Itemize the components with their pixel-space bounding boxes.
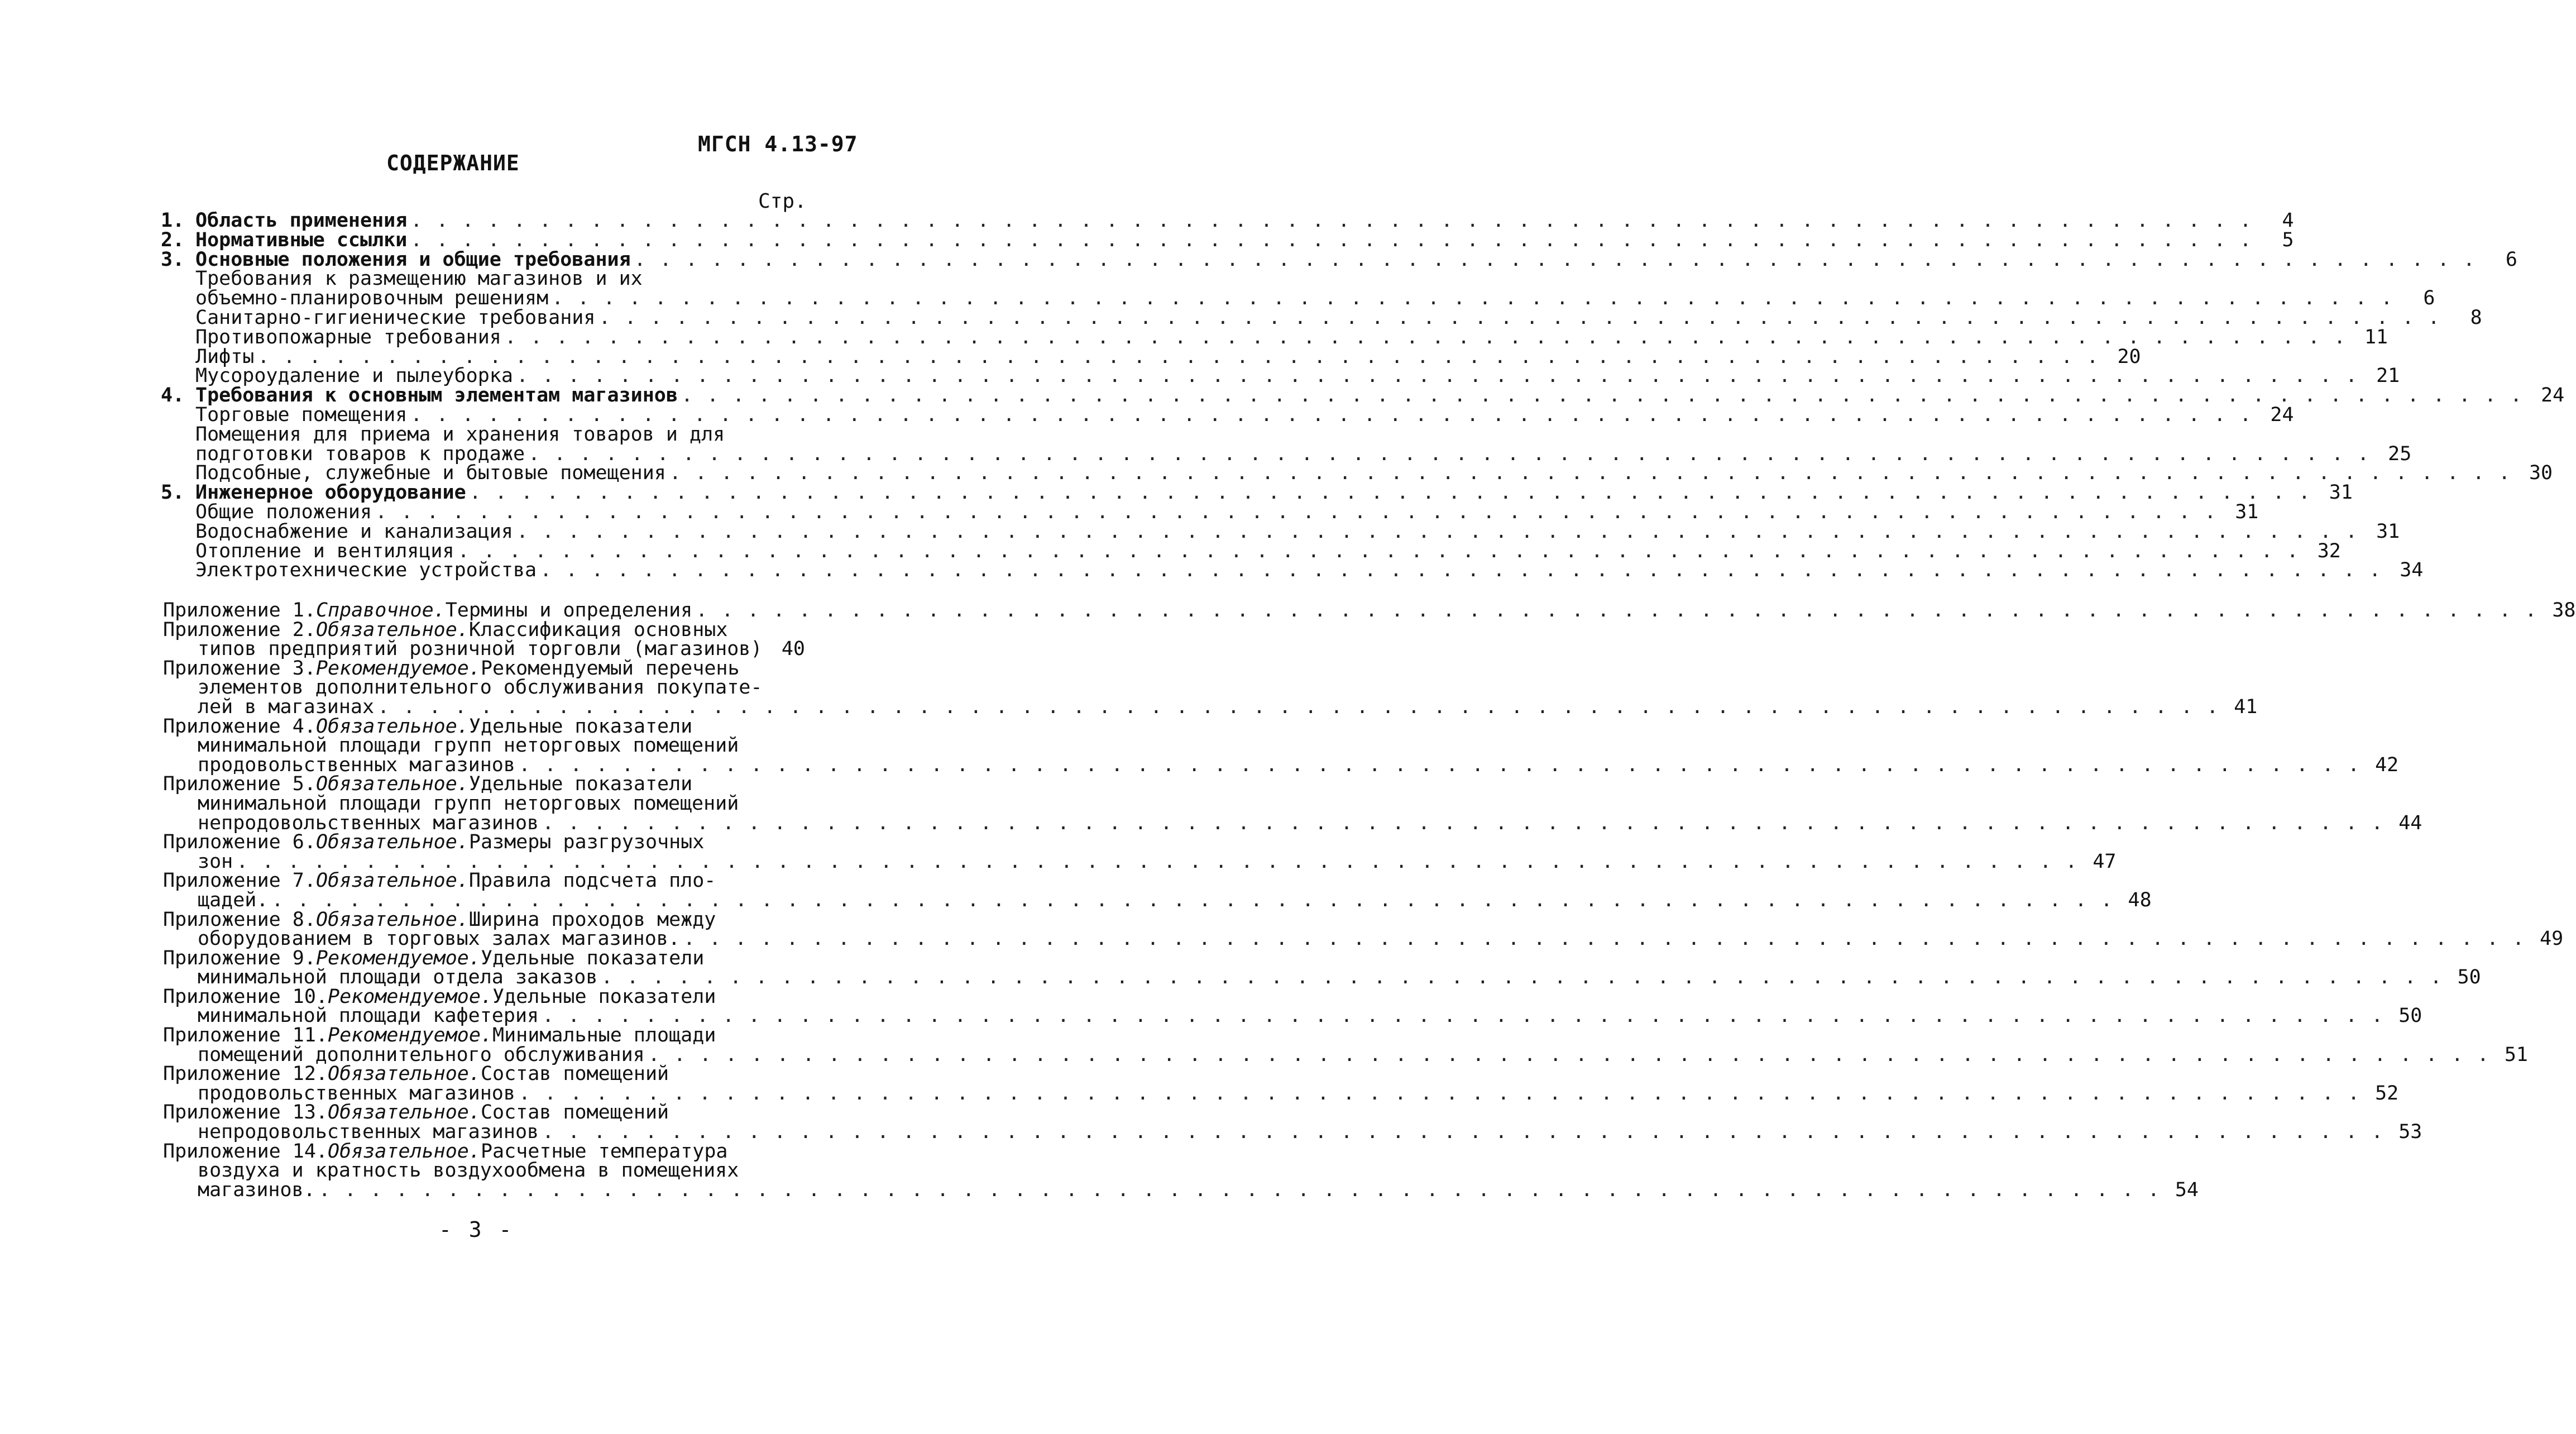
appendix-title: воздуха и кратность воздухообмена в помещениях xyxy=(198,1159,739,1182)
dot-leader: . . . . . . . . . . . . . . . . . . . . . . . . . . . . . . . . . . . . . . . . . . . . . . . . . . . . . . . . . . . . . . . . . . . . . . . . xyxy=(552,287,2394,310)
appendix-line xyxy=(163,966,2481,989)
toc-page-number: 24 xyxy=(2541,384,2565,407)
toc-page-number: 5 xyxy=(2282,228,2294,251)
dot-leader: . . . . . . . . . . . . . . . . . . . . . . . . . . . . . . . . . . . . . . . . . . . . . . . . . . . . . . . . . . . . . . . . . . . . . . . . xyxy=(528,442,2371,465)
dot-leader: . . . . . . . . . . . . . . . . . . . . . . . . . . . . . . . . . . . . . . . . . . . . . . . . . . . . . . . . . . . . . . . . . . . . . . . . xyxy=(377,695,2220,718)
appendix-title: минимальной площади групп неторговых помещений xyxy=(198,734,739,757)
toc-page-number: 30 xyxy=(2529,462,2553,485)
appendix-page-number: 41 xyxy=(2234,695,2258,718)
appendix-title: минимальной площади отдела заказов xyxy=(198,966,598,989)
toc-page-number: 8 xyxy=(2470,306,2482,329)
appendix-title: лей в магазинах xyxy=(198,695,375,718)
dot-leader: . . . . . . . . . . . . . . . . . . . . . . . . . . . . . . . . . . . . . . . . . . . . . . . . . . . . . . . . . . . . . . . . . . . . . . . . xyxy=(696,599,2538,622)
appendix-page-number: 54 xyxy=(2175,1178,2199,1201)
appendix-title: оборудованием в торговых залах магазинов. xyxy=(198,928,680,950)
appendix-title: Термины и определения xyxy=(445,599,693,622)
appendix-title: минимальной площади групп неторговых помещений xyxy=(198,792,739,815)
appendix-status: Рекомендуемое. xyxy=(328,1024,493,1047)
appendix-line xyxy=(163,678,805,697)
appendix-label: Приложение 6. xyxy=(163,831,316,854)
appendix-title: Классификация основных xyxy=(468,618,728,641)
appendix-status: Обязательное. xyxy=(315,908,469,931)
toc-section-title: Нормативные ссылки xyxy=(195,228,408,251)
appendix-status: Обязательное. xyxy=(315,869,469,892)
toc-section-title: Лифты xyxy=(195,345,255,368)
appendix-entry xyxy=(163,620,805,659)
appendix-list xyxy=(163,599,2576,1201)
appendix-title: Удельные показатели xyxy=(480,947,705,969)
dot-leader: . . . . . . . . . . . . . . . . . . . . . . . . . . . . . . . . . . . . . . . . . . . . . . . . . . . . . . . . . . . . . . . . . . . . . . . . xyxy=(634,248,2476,271)
appendix-page-number: 38 xyxy=(2552,599,2576,622)
appendix-line xyxy=(163,599,2576,622)
toc-page-number: 34 xyxy=(2400,559,2424,582)
toc-row xyxy=(161,384,2565,407)
appendix-title: Удельные показатели xyxy=(468,773,693,796)
appendix-status: Обязательное. xyxy=(315,773,469,796)
appendix-title: непродовольственных магазинов xyxy=(198,811,539,834)
appendix-label: Приложение 12. xyxy=(163,1063,328,1086)
toc-page-number: 6 xyxy=(2505,248,2517,271)
appendix-title: Расчетные температура xyxy=(480,1140,728,1163)
toc-page-number: 31 xyxy=(2376,520,2400,543)
toc-row xyxy=(161,520,2400,543)
toc-page-number: 32 xyxy=(2317,539,2341,562)
toc-row xyxy=(161,287,2435,310)
dot-leader: . . . . . . . . . . . . . . . . . . . . . . . . . . . . . . . . . . . . . . . . . . . . . . . . . . . . . . . . . . . . . . . . . . . . . . . . xyxy=(318,1178,2161,1201)
appendix-title: минимальной площади кафетерия xyxy=(198,1005,539,1027)
appendix-title: Размеры разгрузочных xyxy=(468,831,705,854)
appendix-entry xyxy=(163,1101,2422,1144)
toc-section-title: Торговые помещения xyxy=(195,403,408,426)
appendix-page-number: 52 xyxy=(2375,1082,2399,1105)
toc-section-title: Электротехнические устройства xyxy=(195,559,537,582)
toc-section-title: Противопожарные требования xyxy=(195,326,501,348)
appendix-line xyxy=(163,775,805,794)
toc-section-title: Подсобные, служебные и бытовые помещения xyxy=(195,462,666,485)
appendix-label: Приложение 13. xyxy=(163,1101,328,1124)
appendix-status: Рекомендуемое. xyxy=(315,657,481,680)
appendix-title: Удельные показатели xyxy=(468,715,693,738)
page-title: СОДЕРЖАНИЕ xyxy=(386,151,520,175)
appendix-status: Рекомендуемое. xyxy=(315,947,481,969)
toc-section-title: Требования к размещению магазинов и их xyxy=(195,267,643,290)
appendix-line xyxy=(163,1064,805,1084)
table-of-contents xyxy=(161,209,2565,605)
toc-row xyxy=(161,248,2517,271)
toc-row xyxy=(161,269,797,289)
dot-leader: . . . . . . . . . . . . . . . . . . . . . . . . . . . . . . . . . . . . . . . . . . . . . . . . . . . . . . . . . . . . . . . . . . . . . . . . xyxy=(410,403,2253,426)
appendix-page-number: 42 xyxy=(2375,753,2399,776)
dot-leader: . . . . . . . . . . . . . . . . . . . . . . . . . . . . . . . . . . . . . . . . . . . . . . . . . . . . . . . . . . . . . . . . . . . . . . . . xyxy=(542,811,2385,834)
appendix-page-number: 48 xyxy=(2128,888,2152,911)
appendix-page-number: 47 xyxy=(2093,850,2117,873)
appendix-line xyxy=(163,639,805,659)
dot-leader: . . . . . . . . . . . . . . . . . . . . . . . . . . . . . . . . . . . . . . . . . . . . . . . . . . . . . . . . . . . . . . . . . . . . . . . . xyxy=(410,209,2253,232)
dot-leader: . . . . . . . . . . . . . . . . . . . . . . . . . . . . . . . . . . . . . . . . . . . . . . . . . . . . . . . . . . . . . . . . . . . . . . . . xyxy=(504,326,2347,348)
dot-leader: . . . . . . . . . . . . . . . . . . . . . . . . . . . . . . . . . . . . . . . . . . . . . . . . . . . . . . . . . . . . . . . . . . . . . . . . xyxy=(516,365,2359,388)
appendix-line xyxy=(163,850,2117,873)
appendix-page-number: 51 xyxy=(2504,1043,2528,1066)
page-number: - 3 - xyxy=(439,1217,514,1242)
toc-page-number: 21 xyxy=(2376,365,2400,388)
appendix-entry xyxy=(163,599,2576,622)
toc-row xyxy=(161,442,2412,465)
appendix-line xyxy=(163,1026,805,1045)
appendix-title: Состав помещений xyxy=(480,1063,669,1086)
toc-row xyxy=(161,209,2294,232)
dot-leader: . . . . . . . . . . . . . . . . . . . . . . . . . . . . . . . . . . . . . . . . . . . . . . . . . . . . . . . . . . . . . . . . . . . . . . . . xyxy=(648,1043,2490,1066)
appendix-title: типов предприятий розничной торговли (магазинов) xyxy=(198,638,763,661)
appendix-title: Ширина проходов между xyxy=(468,908,716,931)
toc-section-number: 3. xyxy=(161,248,185,271)
appendix-page-number: 49 xyxy=(2540,928,2564,950)
toc-section-title: Санитарно-гигиенические требования xyxy=(195,306,596,329)
appendix-label: Приложение 14. xyxy=(163,1140,328,1163)
appendix-title: Правила подсчета пло- xyxy=(468,869,716,892)
toc-section-title: Требования к основным элементам магазинов xyxy=(195,384,678,407)
appendix-entry xyxy=(163,657,2258,718)
toc-row xyxy=(161,539,2341,562)
toc-page-number: 20 xyxy=(2117,345,2141,368)
appendix-line xyxy=(163,1082,2399,1105)
toc-section-title: Отопление и вентиляция xyxy=(195,539,454,562)
toc-page-number: 31 xyxy=(2329,481,2353,504)
toc-row xyxy=(161,481,2353,504)
appendix-line xyxy=(163,871,805,891)
appendix-title: магазинов. xyxy=(198,1178,315,1201)
appendix-line xyxy=(163,1121,2422,1144)
appendix-entry xyxy=(163,908,2564,950)
toc-row xyxy=(161,559,2424,582)
appendix-entry xyxy=(163,869,2152,911)
dot-leader: . . . . . . . . . . . . . . . . . . . . . . . . . . . . . . . . . . . . . . . . . . . . . . . . . . . . . . . . . . . . . . . . . . . . . . . . xyxy=(257,345,2100,368)
dot-leader: . . . . . . . . . . . . . . . . . . . . . . . . . . . . . . . . . . . . . . . . . . . . . . . . . . . . . . . . . . . . . . . . . . . . . . . . xyxy=(681,384,2524,407)
appendix-line xyxy=(163,833,805,852)
toc-section-number: 1. xyxy=(161,209,185,232)
appendix-label: Приложение 3. xyxy=(163,657,316,680)
appendix-title: Минимальные площади xyxy=(492,1024,716,1047)
appendix-line xyxy=(163,811,2422,834)
appendix-line xyxy=(163,888,2152,911)
toc-section-title: Помещения для приема и хранения товаров и для xyxy=(195,423,725,446)
appendix-entry xyxy=(163,1140,2199,1201)
dot-leader: . . . . . . . . . . . . . . . . . . . . . . . . . . . . . . . . . . . . . . . . . . . . . . . . . . . . . . . . . . . . . . . . . . . . . . . . xyxy=(469,481,2311,504)
appendix-line xyxy=(163,1103,805,1122)
appendix-title: Рекомендуемый перечень xyxy=(480,657,740,680)
appendix-status: Справочное. xyxy=(315,599,446,622)
appendix-line xyxy=(163,1005,2422,1027)
appendix-title: Состав помещений xyxy=(480,1101,669,1124)
toc-page-number: 31 xyxy=(2235,500,2259,523)
toc-row xyxy=(161,345,2141,368)
appendix-title: помещений дополнительного обслуживания xyxy=(198,1043,645,1066)
appendix-title: продовольственных магазинов xyxy=(198,1082,515,1105)
toc-row xyxy=(161,403,2294,426)
appendix-page-number: 50 xyxy=(2457,966,2481,989)
appendix-label: Приложение 1. xyxy=(163,599,316,622)
appendix-label: Приложение 10. xyxy=(163,985,328,1008)
toc-page-number: 6 xyxy=(2423,287,2435,310)
dot-leader: . . . . . . . . . . . . . . . . . . . . . . . . . . . . . . . . . . . . . . . . . . . . . . . . . . . . . . . . . . . . . . . . . . . . . . . . xyxy=(375,500,2218,523)
dot-leader: . . . . . . . . . . . . . . . . . . . . . . . . . . . . . . . . . . . . . . . . . . . . . . . . . . . . . . . . . . . . . . . . . . . . . . . . xyxy=(410,228,2253,251)
toc-row xyxy=(161,306,2482,329)
toc-section-title: объемно-планировочным решениям xyxy=(195,287,549,310)
toc-row xyxy=(161,425,797,444)
appendix-line xyxy=(163,753,2399,776)
appendix-line xyxy=(163,910,805,930)
toc-section-number: 4. xyxy=(161,384,185,407)
appendix-status: Обязательное. xyxy=(315,715,469,738)
toc-page-number: 25 xyxy=(2388,442,2412,465)
toc-section-title: Инженерное оборудование xyxy=(195,481,466,504)
page-column-label: Стр. xyxy=(758,190,807,213)
toc-row xyxy=(161,326,2388,348)
appendix-line xyxy=(163,928,2564,950)
appendix-page-number: 50 xyxy=(2398,1005,2422,1027)
appendix-line xyxy=(163,794,805,814)
appendix-title: Удельные показатели xyxy=(492,985,716,1008)
dot-leader: . . . . . . . . . . . . . . . . . . . . . . . . . . . . . . . . . . . . . . . . . . . . . . . . . . . . . . . . . . . . . . . . . . . . . . . . xyxy=(236,850,2079,873)
appendix-page-number: 40 xyxy=(781,638,805,661)
appendix-page-number: 53 xyxy=(2398,1121,2422,1144)
appendix-status: Обязательное. xyxy=(328,1101,481,1124)
appendix-label: Приложение 5. xyxy=(163,773,316,796)
toc-row xyxy=(161,365,2400,388)
appendix-entry xyxy=(163,715,2399,776)
appendix-line xyxy=(163,736,805,756)
appendix-entry xyxy=(163,831,2117,873)
toc-section-title: Мусороудаление и пылеуборка xyxy=(195,365,513,388)
document-code: МГСН 4.13-97 xyxy=(698,132,858,156)
dot-leader: . . . . . . . . . . . . . . . . . . . . . . . . . . . . . . . . . . . . . . . . . . . . . . . . . . . . . . . . . . . . . . . . . . . . . . . . xyxy=(271,888,2114,911)
toc-row xyxy=(161,228,2294,251)
toc-section-title: Общие положения xyxy=(195,500,372,523)
dot-leader: . . . . . . . . . . . . . . . . . . . . . . . . . . . . . . . . . . . . . . . . . . . . . . . . . . . . . . . . . . . . . . . . . . . . . . . . xyxy=(598,306,2441,329)
appendix-status: Обязательное. xyxy=(328,1140,481,1163)
appendix-status: Обязательное. xyxy=(315,618,469,641)
toc-section-title: Водоснабжение и канализация xyxy=(195,520,513,543)
appendix-line xyxy=(163,1161,805,1180)
appendix-page-number: 44 xyxy=(2398,811,2422,834)
appendix-line xyxy=(163,1178,2199,1201)
toc-section-title: Основные положения и общие требования xyxy=(195,248,631,271)
appendix-entry xyxy=(163,773,2422,834)
toc-section-title: подготовки товаров к продаже xyxy=(195,442,525,465)
appendix-label: Приложение 4. xyxy=(163,715,316,738)
appendix-status: Обязательное. xyxy=(328,1063,481,1086)
appendix-line xyxy=(163,695,2258,718)
dot-leader: . . . . . . . . . . . . . . . . . . . . . . . . . . . . . . . . . . . . . . . . . . . . . . . . . . . . . . . . . . . . . . . . . . . . . . . . xyxy=(669,462,2512,485)
appendix-label: Приложение 7. xyxy=(163,869,316,892)
appendix-line xyxy=(163,717,805,737)
appendix-entry xyxy=(163,985,2422,1027)
appendix-entry xyxy=(163,1024,2528,1066)
dot-leader: . . . . . . . . . . . . . . . . . . . . . . . . . . . . . . . . . . . . . . . . . . . . . . . . . . . . . . . . . . . . . . . . . . . . . . . . xyxy=(516,520,2359,543)
appendix-title: продовольственных магазинов xyxy=(198,753,515,776)
toc-row xyxy=(161,462,2553,485)
toc-page-number: 11 xyxy=(2364,326,2388,348)
toc-row xyxy=(161,500,2259,523)
dot-leader: . . . . . . . . . . . . . . . . . . . . . . . . . . . . . . . . . . . . . . . . . . . . . . . . . . . . . . . . . . . . . . . . . . . . . . . . xyxy=(542,1121,2385,1144)
appendix-label: Приложение 11. xyxy=(163,1024,328,1047)
appendix-title: непродовольственных магазинов xyxy=(198,1121,539,1144)
appendix-line xyxy=(163,1142,805,1161)
toc-section-number: 5. xyxy=(161,481,185,504)
appendix-label: Приложение 2. xyxy=(163,618,316,641)
dot-leader: . . . . . . . . . . . . . . . . . . . . . . . . . . . . . . . . . . . . . . . . . . . . . . . . . . . . . . . . . . . . . . . . . . . . . . . . xyxy=(540,559,2382,582)
appendix-label: Приложение 8. xyxy=(163,908,316,931)
appendix-entry xyxy=(163,947,2481,989)
appendix-title: щадей. xyxy=(198,888,269,911)
dot-leader: . . . . . . . . . . . . . . . . . . . . . . . . . . . . . . . . . . . . . . . . . . . . . . . . . . . . . . . . . . . . . . . . . . . . . . . . xyxy=(518,1082,2361,1105)
appendix-line xyxy=(163,1043,2528,1066)
toc-section-title: Область применения xyxy=(195,209,408,232)
appendix-line xyxy=(163,949,805,968)
dot-leader: . . . . . . . . . . . . . . . . . . . . . . . . . . . . . . . . . . . . . . . . . . . . . . . . . . . . . . . . . . . . . . . . . . . . . . . . xyxy=(542,1005,2385,1027)
toc-page-number: 24 xyxy=(2270,403,2294,426)
appendix-status: Рекомендуемое. xyxy=(328,985,493,1008)
appendix-title: элементов дополнительного обслуживания покупате- xyxy=(198,676,763,699)
appendix-line xyxy=(163,620,805,640)
dot-leader: . . . . . . . . . . . . . . . . . . . . . . . . . . . . . . . . . . . . . . . . . . . . . . . . . . . . . . . . . . . . . . . . . . . . . . . . xyxy=(518,753,2361,776)
appendix-line xyxy=(163,987,805,1007)
appendix-label: Приложение 9. xyxy=(163,947,316,969)
appendix-title: зон xyxy=(198,850,233,873)
appendix-line xyxy=(163,659,805,678)
dot-leader: . . . . . . . . . . . . . . . . . . . . . . . . . . . . . . . . . . . . . . . . . . . . . . . . . . . . . . . . . . . . . . . . . . . . . . . . xyxy=(683,928,2526,950)
toc-section-number: 2. xyxy=(161,228,185,251)
dot-leader: . . . . . . . . . . . . . . . . . . . . . . . . . . . . . . . . . . . . . . . . . . . . . . . . . . . . . . . . . . . . . . . . . . . . . . . . xyxy=(457,539,2300,562)
dot-leader: . . . . . . . . . . . . . . . . . . . . . . . . . . . . . . . . . . . . . . . . . . . . . . . . . . . . . . . . . . . . . . . . . . . . . . . . xyxy=(601,966,2443,989)
appendix-entry xyxy=(163,1063,2399,1105)
toc-page-number: 4 xyxy=(2282,209,2294,232)
appendix-status: Обязательное. xyxy=(315,831,469,854)
